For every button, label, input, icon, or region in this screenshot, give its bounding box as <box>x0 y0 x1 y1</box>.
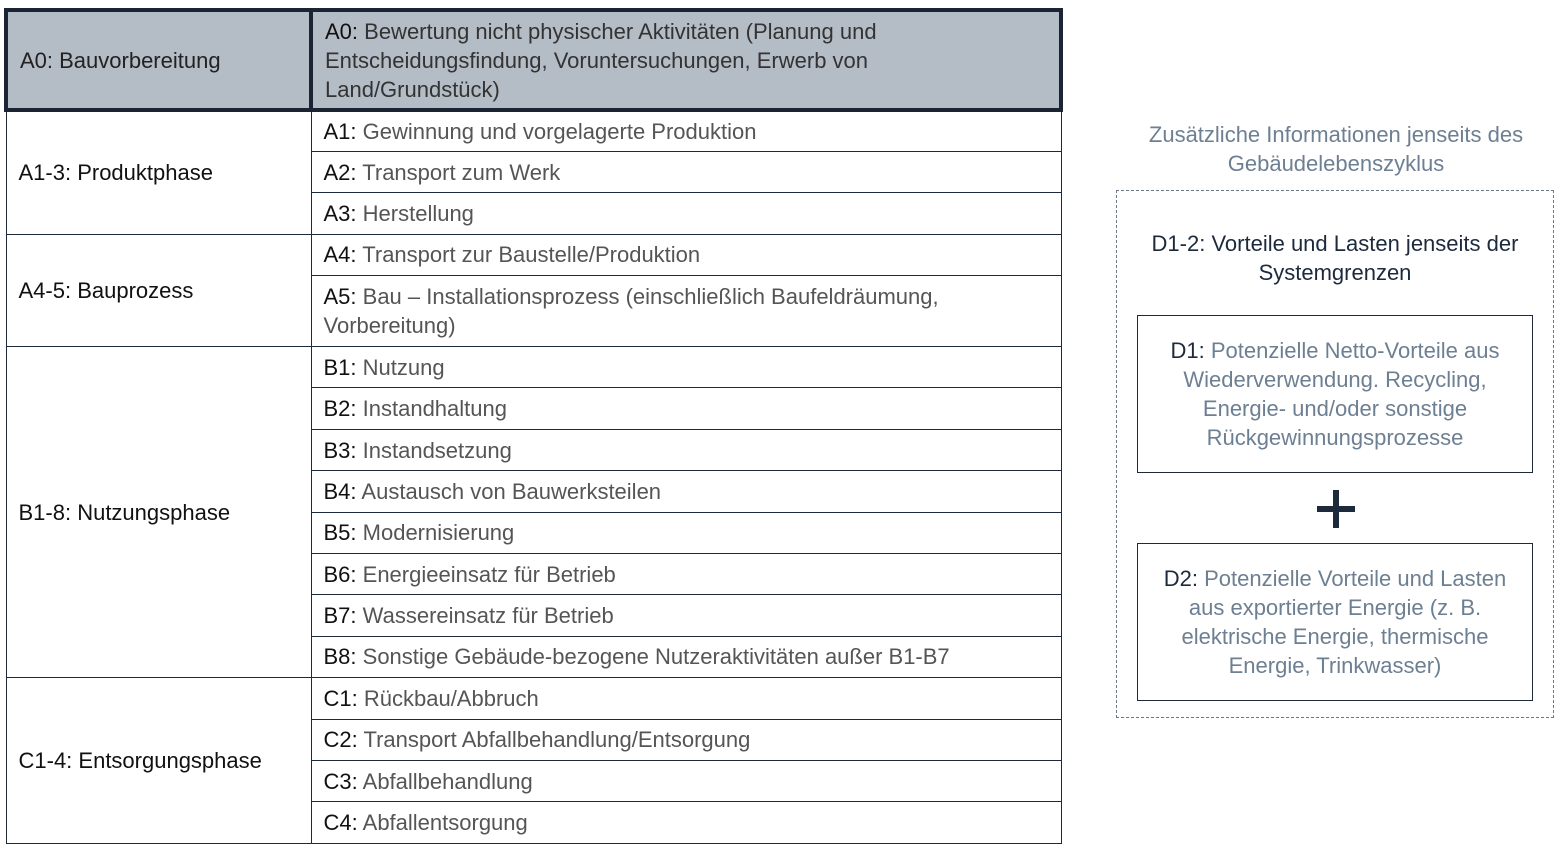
module-description: Herstellung <box>356 200 474 226</box>
module-code: C2: <box>323 727 358 753</box>
module-cell <box>311 388 1061 429</box>
module-row <box>6 10 1061 110</box>
module-description: Bewertung nicht physischer Aktivitäten (Planung und Entscheidungsfindung, Voruntersuchungen, Erwerb von Land/Grundstück) <box>325 18 877 102</box>
lifecycle-module-table <box>4 8 1063 844</box>
module-cell <box>311 276 1061 347</box>
module-description: Abfallentsorgung <box>357 810 528 836</box>
module-code: C1: <box>323 685 358 711</box>
module-description: Rückbau/Abbruch <box>357 685 539 711</box>
module-cell <box>311 512 1061 553</box>
phase-label: A0: Bauvorbereitung <box>6 10 311 110</box>
phase-label: A4-5: Bauprozess <box>6 234 311 346</box>
module-cell <box>311 471 1061 512</box>
module-description: Abfallbehandlung <box>357 768 533 794</box>
module-code: A2: <box>323 159 357 185</box>
module-code: C4: <box>323 810 358 836</box>
module-row <box>6 347 1061 388</box>
module-cell <box>311 193 1061 234</box>
module-code: A3: <box>323 200 357 226</box>
module-description: Modernisierung <box>356 520 515 546</box>
beyond-lifecycle-heading: Zusätzliche Informationen jenseits des Gebäudelebenszyklus <box>1148 122 1524 176</box>
d2-code: D2: <box>1163 566 1199 591</box>
phase-label: B1-8: Nutzungsphase <box>6 347 311 678</box>
module-description: Sonstige Gebäude-bezogene Nutzeraktivitäten außer B1-B7 <box>356 644 950 670</box>
module-cell <box>311 760 1061 801</box>
module-code: A5: <box>323 284 357 310</box>
module-row <box>6 234 1061 275</box>
module-cell <box>311 110 1061 151</box>
d2-text: Potenzielle Vorteile und Lasten aus exportierter Energie (z. B. elektrische Energie, thermische Energie, Trinkwasser) <box>1181 566 1507 678</box>
module-description: Austausch von Bauwerksteilen <box>356 478 662 504</box>
d-module-title: D1-2: Vorteile und Lasten jenseits der Systemgrenzen <box>1151 231 1519 285</box>
module-cell <box>311 678 1061 719</box>
module-cell <box>311 802 1061 843</box>
module-description: Energieeinsatz für Betrieb <box>356 561 616 587</box>
d1-box <box>1137 315 1533 473</box>
module-cell <box>311 151 1061 192</box>
module-cell <box>311 10 1061 110</box>
module-description: Nutzung <box>356 354 445 380</box>
plus-icon <box>1316 489 1356 529</box>
beyond-system-boundary-box <box>1116 190 1554 718</box>
module-code: B1: <box>323 354 357 380</box>
module-description: Wassereinsatz für Betrieb <box>356 603 614 629</box>
module-code: A0: <box>325 18 359 44</box>
module-cell <box>311 234 1061 275</box>
module-cell <box>311 719 1061 760</box>
module-code: B5: <box>323 520 357 546</box>
module-code: B2: <box>323 396 357 422</box>
module-code: C3: <box>323 768 358 794</box>
phase-label: A1-3: Produktphase <box>6 110 311 234</box>
d2-box <box>1137 543 1533 701</box>
module-cell <box>311 595 1061 636</box>
module-code: B8: <box>323 644 357 670</box>
module-code: B6: <box>323 561 357 587</box>
module-cell <box>311 636 1061 677</box>
module-description: Transport zur Baustelle/Produktion <box>356 242 701 268</box>
phase-label: C1-4: Entsorgungsphase <box>6 678 311 844</box>
module-row <box>6 110 1061 151</box>
d1-code: D1: <box>1170 338 1205 363</box>
module-cell <box>311 347 1061 388</box>
d1-text: Potenzielle Netto-Vorteile aus Wiederverwendung. Recycling, Energie- und/oder sonstige Rückgewinnungsprozesse <box>1183 338 1500 450</box>
module-code: B3: <box>323 437 357 463</box>
module-cell <box>311 554 1061 595</box>
module-cell <box>311 429 1061 470</box>
module-description: Transport Abfallbehandlung/Entsorgung <box>357 727 751 753</box>
module-code: A4: <box>323 242 357 268</box>
module-description: Instandhaltung <box>356 396 507 422</box>
module-description: Instandsetzung <box>356 437 512 463</box>
module-code: B4: <box>323 478 357 504</box>
module-row <box>6 678 1061 719</box>
module-code: A1: <box>323 118 357 144</box>
module-code: B7: <box>323 603 357 629</box>
module-description: Bau – Installationsprozess (einschließlich Baufeldräumung, Vorbereitung) <box>323 284 939 339</box>
module-description: Gewinnung und vorgelagerte Produktion <box>356 118 757 144</box>
module-description: Transport zum Werk <box>356 159 561 185</box>
